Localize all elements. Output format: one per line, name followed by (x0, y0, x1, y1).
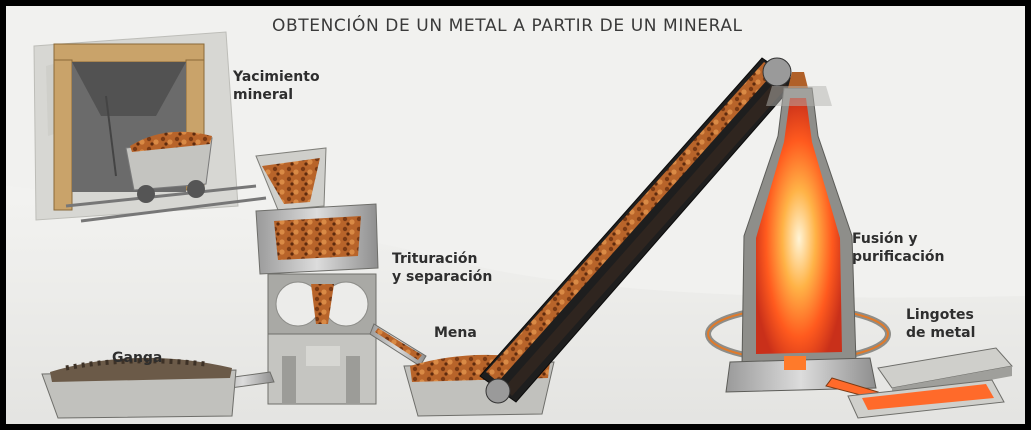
label-trituracion-line2: y separación (392, 269, 493, 285)
label-yacimiento (233, 68, 320, 104)
label-yacimiento-line2: mineral (233, 87, 293, 103)
label-fusion-line2: purificación (852, 249, 945, 265)
diagram-frame (6, 6, 1025, 424)
label-fusion (852, 230, 945, 266)
label-mena (434, 324, 477, 342)
label-fusion-line1: Fusión y (852, 231, 918, 247)
label-trituracion-line1: Trituración (392, 251, 478, 267)
label-mena-line1: Mena (434, 325, 477, 341)
label-trituracion (392, 250, 492, 286)
crusher-machine (256, 148, 378, 404)
label-ganga (112, 349, 162, 367)
label-ganga-line1: Ganga (112, 350, 163, 366)
label-lingotes-line2: de metal (906, 325, 976, 341)
label-lingotes-line1: Lingotes (906, 307, 974, 323)
label-yacimiento-line1: Yacimiento (233, 69, 320, 85)
label-lingotes (906, 306, 975, 342)
diagram-title: OBTENCIÓN DE UN METAL A PARTIR DE UN MINERAL (272, 16, 743, 36)
